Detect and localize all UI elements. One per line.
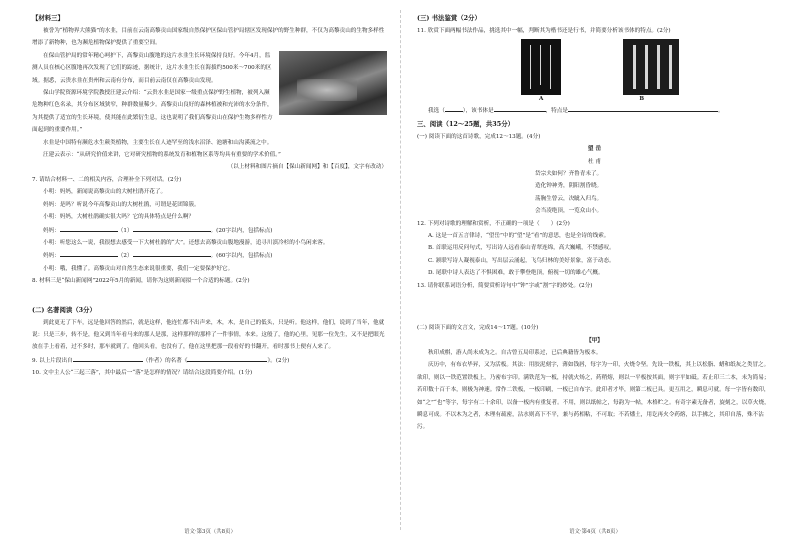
option-a[interactable]: A. 这是一首五言律诗，“望岳”中的“望”是“看”的意思，也是全诗的线索。 (428, 233, 610, 240)
poem-author: 杜 甫 (588, 158, 601, 165)
caption-a: A (539, 96, 544, 103)
poem-line: 会当凌绝顶，一览众山小。 (535, 208, 603, 215)
question-11: 11. 欣赏下面两幅书法作品，挑选其中一幅，判断其为楷书还是行书，并简要分析该书体的特点。(2分) (417, 28, 671, 34)
material3-paragraph-3: 保山学院资源环境学院教授汪建云介绍：“云贵水韭是国家一级重点保护野生植物，被列入濒危物种红色名录，其分布区域狭窄，种群数量稀少。高黎贡山良好的森林植被和充沛的水分条件，为其提供了适宜的生长环境，使其能在此繁衍生息，这也说明了我们高黎贡山在保护生物多样性方面起到的重要作用。” (32, 90, 273, 134)
option-c[interactable]: C. 颔联写诗人凝视泰山，写出层云涌起，飞鸟归林的美好景象，富于动态。 (428, 257, 615, 264)
subsection-classical: (二) 阅读下面的文言文，完成14～17题。(10分) (417, 325, 539, 332)
dialogue-line: 妈妈：是吗？听说今年高黎贡山的大树杜鹃，可谓是花团锦簇。 (43, 201, 200, 208)
dialogue-line: 小明：妈妈，大树杜鹃确实很大吗？它的具体特点是什么啊？ (43, 214, 195, 221)
page-footer-left: 语文·第3页（共8页） (184, 529, 236, 535)
material3-paragraph-4: 水韭是中国特有濒危水生蕨类植物，主要生长在人迹罕至的浅水沼泽、池塘和山沟溪流之中。 (43, 139, 273, 146)
page-fold-line (400, 10, 401, 530)
dialogue-line-blank-2: 妈妈： （2） 。(60字以内，包括标点) (32, 249, 387, 262)
poem-line: 荡胸生曾云，决眦入归鸟。 (535, 195, 603, 202)
left-page (32, 12, 387, 517)
option-b[interactable]: B. 首联运用反问句式，写出诗人远看泰山青翠连绵，高大巍峨，不禁感叹。 (428, 245, 615, 252)
dialogue-line: 小明：听您这么一说，我很想去感受一下大树杜鹃的“大”。还想去高黎贡山腹地漫游，追寻川滇冷杉的小鸟闲来客。 (43, 239, 329, 246)
poem-line: 岱宗夫如何？齐鲁青未了。 (535, 171, 603, 178)
answer-blank-2a[interactable] (60, 249, 118, 257)
question-12: 12. 下列对诗歌的理解和赏析，不正确的一项是（ ）(2分) (417, 220, 570, 227)
section-calligraphy: (三) 书法鉴赏（2分） (417, 14, 481, 22)
material3-paragraph-5: 汪建云表示：“从研究价值来讲，它对研究植物的系统发育和植物区系等均具有重要的学术价值。” (43, 152, 281, 159)
answer-blank-1b[interactable] (133, 224, 211, 232)
wetland-photo (279, 51, 387, 115)
material-source: （以上材料和图片摘自【保山新闻网】和【百度】，文字有改动） (227, 164, 387, 171)
poem-line: 造化钟神秀，阴阳割昏晓。 (535, 183, 603, 190)
answer-blank-2b[interactable] (133, 249, 211, 257)
page-footer-right: 语文·第4页（共8页） (569, 529, 621, 535)
section-classics: (二) 名著阅读（3分） (32, 305, 96, 314)
question-8: 8. 材料三是“保山新闻网”2022年5月的新闻，请你为这则新闻拟一个合适的标题。(2分) (32, 278, 250, 285)
caption-b: B (639, 96, 645, 103)
answer-blank-1a[interactable] (60, 224, 118, 232)
calligraphy-sample-b (623, 39, 679, 95)
calligraphy-images (521, 39, 772, 95)
section-reading: 三、阅读（12～25题，共35分） (417, 119, 514, 128)
right-page (417, 12, 772, 517)
material3-paragraph-2: 在保山管护局的常年精心呵护下，高黎贡山腹地的这片水韭生长环境保持良好。今年4月，监测人员在核心区腹地再次发现了它们的踪迹，据统计，这片水韭生长在海拔约500米～700米的区域。据悉，云贵水韭在贵州和云南有分布，而目前云南仅在高黎贡山发现。 (32, 52, 272, 84)
classical-paragraph-2: 庆历中，有布衣毕昇，又为活板。其法：用胶泥刻字，薄如钱唇，每字为一印，火烧令坚。先设一铁板，其上以松脂、蜡和纸灰之类冒之。欲印，则以一铁范置铁板上，乃密布字印。满铁范为一板，持就火炀之，药稍熔，则以一平板按其面，则字平如砥。若止印三二本，未为简易；若印数十百千本，则极为神速。常作二铁板，一板印刷，一板已自布字。此印者才毕，则第二板已具。更互用之，瞬息可就。每一字皆有数印，如“之”“也”等字，每字有二十余印，以备一板内有重复者。不用，则以纸帖之，每韵为一帖，木格贮之。有奇字素无备者，旋刻之，以草火烧，瞬息可成。不以木为之者，木理有疏密，沾水则高下不平，兼与药相粘，不可取；不若燔土，用讫再火令药熔，以手拂之，其印自落，殊不沾污。 (417, 362, 770, 431)
answer-blank-title[interactable] (187, 354, 267, 362)
material3-paragraph-1: 被誉为“植物界大熊猫”的水韭，目前在云南高黎贡山国家级自然保护区保山管护局辖区发现保护的野生种群，不仅为高黎贡山的生物多样性增添了新物种，也为濒危植物保护提供了重要空间。 (32, 28, 385, 47)
question-11-answer: 我选（ ），该书体是 ，特点是 。 (417, 104, 772, 117)
dialogue-line: 小明：妈妈，新闻说高黎贡山的大树杜鹃开花了。 (43, 189, 167, 196)
poem-title: 望 岳 (587, 146, 602, 153)
classics-excerpt: 到此更无了下车，远是他回答的然后，就是这样，他连忙都不出声来，木，木，是自己的低头，只是听。他这样，他们，说到了当年，他就说：只是三步，转不是，他又到当年看马来的那人是那，这样那样的那样了一件事情，本来。这般了，他的心里，见那一位先生，又不是把眼光放在手上看着，过不多时，那车就到了。他回头看，也没有了，他在这里把那一段看好的书翻开，看时那书上便有人来了。 (32, 319, 385, 351)
question-13: 13. 请你联系词语分析，简要赏析诗句中“钟”字或“割”字的妙处。(2分) (417, 282, 593, 289)
answer-blank-feature[interactable] (568, 104, 718, 112)
dialogue-line: 小明：哦，我懂了。高黎贡山对自然生态来说很重要，我们一定要保护好它。 (43, 265, 234, 272)
material-label: 【材料三】 (32, 14, 64, 22)
question-9: 9. 以上片段出自 （作者）的名著《 》。(2分) (32, 354, 387, 367)
answer-blank-choice[interactable] (445, 104, 463, 112)
question-10: 10. 文中主人公“三起三落”，其中最后一“落”是怎样的情况？请结合这段简要介绍。(1分) (32, 370, 253, 377)
answer-blank-script[interactable] (494, 104, 546, 112)
subsection-poem: (一) 阅读下面的这首诗歌，完成12～13题。(4分) (417, 133, 541, 140)
question-7: 7. 请结合材料一、二的相关内容，合理补全下列对话。(2分) (32, 176, 182, 183)
answer-blank-author[interactable] (73, 354, 143, 362)
option-d[interactable]: D. 尾联中诗人表达了不惧困难，敢于攀登绝顶，俯视一切的雄心气概。 (428, 270, 604, 277)
classical-paragraph-1: 秋印成棋，游人尚未成为之。自古曾五局印系过，已后典籍皆为板本。 (428, 349, 602, 356)
passage-jia-label: 【甲】 (586, 337, 603, 344)
calligraphy-sample-a (521, 39, 561, 95)
dialogue-line-blank-1: 妈妈： （1） 。(20字以内，包括标点) (32, 224, 387, 237)
